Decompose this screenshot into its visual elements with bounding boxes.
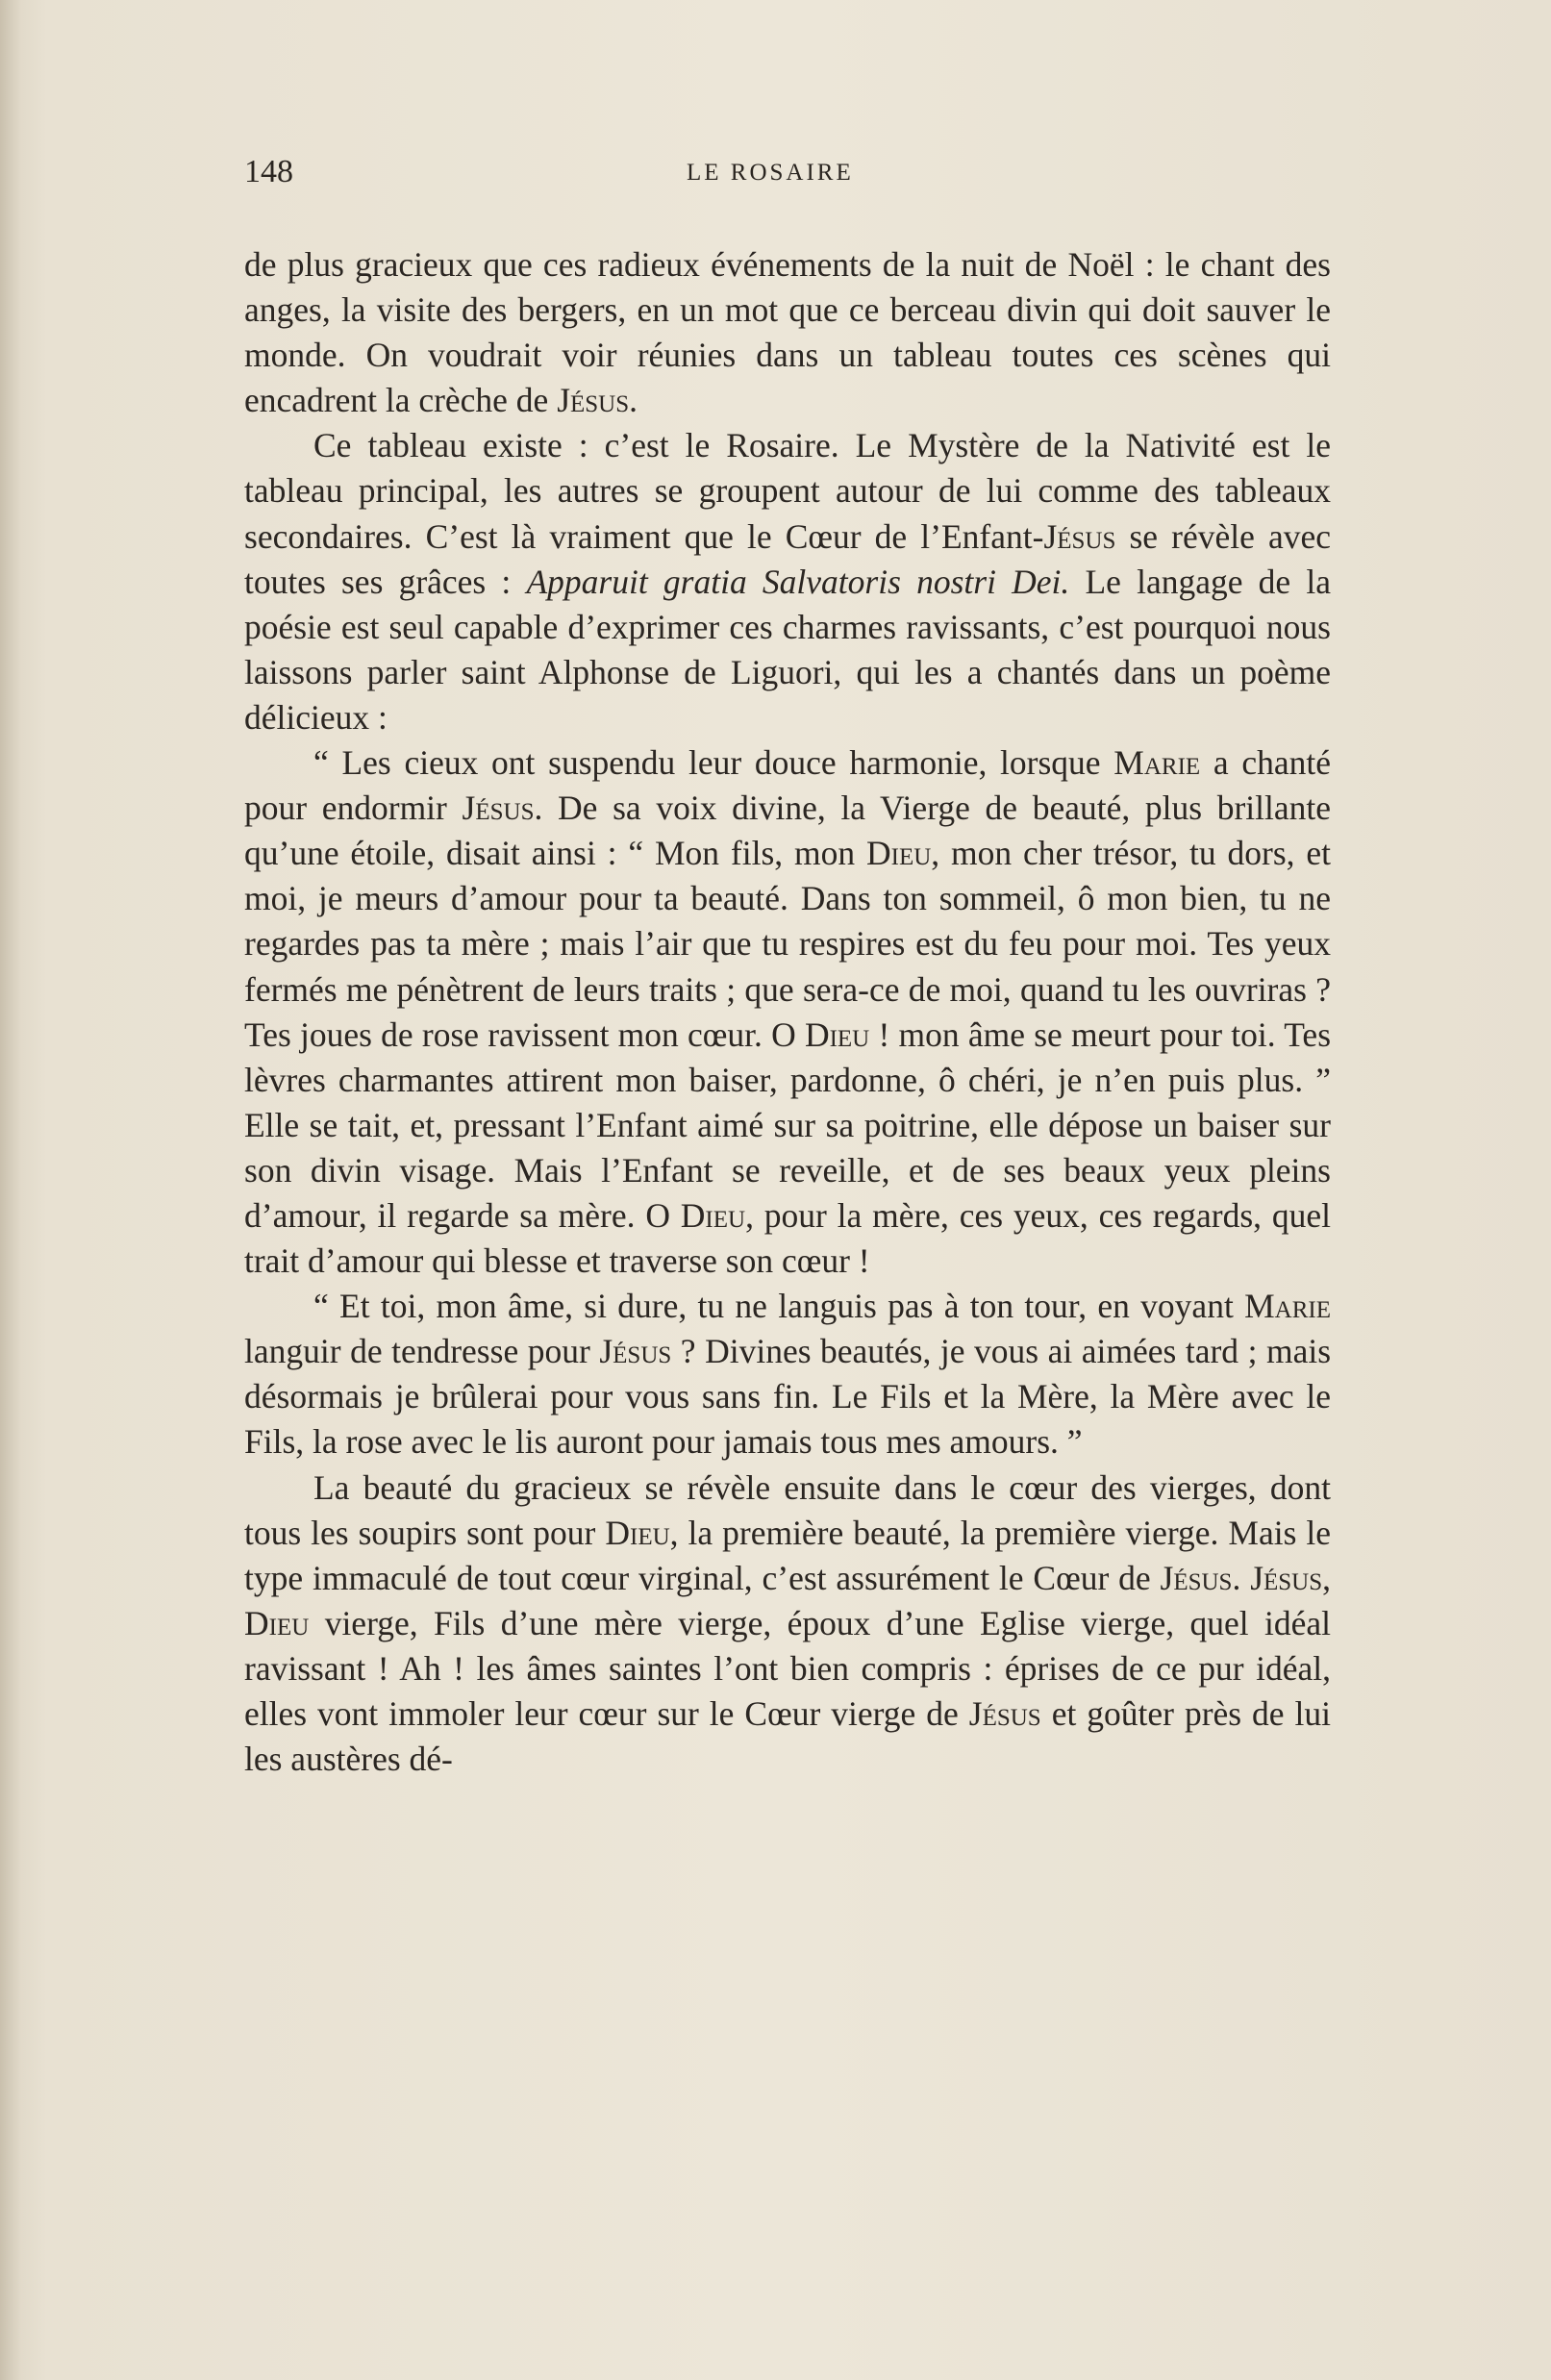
- small-caps-name: Dieu: [680, 1195, 746, 1235]
- text-run: ! mon âme se meurt pour toi. Tes lèvres charmantes attirent mon baiser, pardonne, ô chéri, je n’en puis plus. ” Elle se tait, et, pressant l’Enfant aimé sur sa poitrine, elle dépose un baiser sur son divin visage. Mais l’Enfant se reveille, et de ses beaux yeux pleins d’amour, il regarde sa mère. O: [244, 1015, 1332, 1235]
- text-run: La beauté du gracieux se révèle ensuite dans le cœur des vierges, dont tous les soupirs sont pour: [244, 1467, 1331, 1552]
- page-number: 148: [244, 154, 293, 189]
- text-run: et goûter près de lui les austères dé-: [244, 1694, 1332, 1779]
- text-run: de plus gracieux que ces radieux événements de la nuit de Noël : le chant des anges, la visite des bergers, en un mot que ce berceau divin qui doit sauver le monde. On voudrait voir réunies dans un tableau toutes ces scènes qui encadrent la crèche de: [244, 245, 1331, 420]
- paragraph-3: [244, 740, 1331, 1284]
- text-run: .: [629, 381, 638, 420]
- small-caps-name: Dieu: [865, 834, 932, 873]
- text-run: ? Divines beautés, je vous ai aimées tard ; mais désormais je brûlerai pour vous sans fin. Le Fils et la Mère, la Mère avec le Fils, la rose avec le lis auront pour jamais tous mes amours. ”: [244, 1332, 1332, 1462]
- small-caps-name: Jésus: [599, 1332, 672, 1371]
- text-run: vierge, Fils d’une mère vierge, époux d’une Eglise vierge, quel idéal ravissant ! Ah ! les âmes saintes l’ont bien compris : éprises de ce pur idéal, elles vont immoler leur cœur sur le Cœur vierge de: [244, 1603, 1331, 1733]
- latin-quote: Apparuit gratia Salvatoris nostri Dei.: [526, 562, 1070, 601]
- small-caps-name: Jésus: [968, 1694, 1041, 1733]
- paragraph-4: [244, 1284, 1331, 1465]
- text-run: . De sa voix divine, la Vierge de beauté, plus brillante qu’une étoile, disait ainsi : “ Mon fils, mon: [244, 789, 1331, 873]
- running-title: LE ROSAIRE: [687, 160, 854, 186]
- text-run: , mon cher trésor, tu dors, et moi, je meurs d’amour pour ta beauté. Dans ton sommeil, ô mon bien, tu ne regardes pas ta mère ; mais l’air que tu respires est du feu pour moi. Tes yeux fermés me pénètrent de leurs traits ; que sera-ce de moi, quand tu les ouvriras ? Tes joues de rose ravissent mon cœur. O: [244, 834, 1331, 1054]
- text-run: , pour la mère, ces yeux, ces regards, quel trait d’amour qui blesse et traverse son cœur !: [244, 1195, 1331, 1281]
- small-caps-name: Jésus: [1160, 1558, 1233, 1597]
- small-caps-name: Jésus: [557, 381, 630, 420]
- small-caps-name: Jésus: [1043, 516, 1116, 556]
- small-caps-name: Marie: [1113, 743, 1201, 783]
- text-run: .: [1232, 1558, 1251, 1597]
- paragraph-1: [244, 242, 1331, 423]
- text-run: ,: [1322, 1558, 1332, 1597]
- text-run: Ce tableau existe : c’est le Rosaire. Le Mystère de la Nativité est le tableau principal, les autres se groupent autour de lui comme des tableaux secondaires. C’est là vraiment que le Cœur de l’Enfant-: [244, 426, 1331, 556]
- small-caps-name: Jésus: [1250, 1558, 1323, 1597]
- small-caps-name: Dieu: [605, 1513, 670, 1552]
- text-run: languir de tendresse pour: [244, 1332, 600, 1371]
- text-run: “ Les cieux ont suspendu leur douce harmonie, lorsque: [313, 743, 1114, 783]
- small-caps-name: Marie: [1244, 1287, 1331, 1326]
- text-run: , la première beauté, la première vierge. Mais le type immaculé de tout cœur virginal, c’est assurément le Cœur de: [244, 1513, 1331, 1597]
- paragraph-2: [244, 423, 1331, 740]
- text-run: a chanté pour endormir: [244, 743, 1332, 828]
- text-run: “ Et toi, mon âme, si dure, tu ne languis pas à ton tour, en voyant: [313, 1287, 1245, 1326]
- page-edge-shadow: [0, 0, 21, 2380]
- paragraph-5: [244, 1466, 1331, 1783]
- page-header: [244, 154, 1331, 202]
- text-run: se révèle avec toutes ses grâces :: [244, 516, 1331, 601]
- small-caps-name: Dieu: [804, 1015, 870, 1054]
- small-caps-name: Jésus: [462, 789, 535, 828]
- text-run: Le langage de la poésie est seul capable d’exprimer ces charmes ravissants, c’est pourquoi nous laissons parler saint Alphonse de Liguori, qui les a chantés dans un poème délicieux :: [244, 562, 1331, 737]
- body-text: [244, 242, 1331, 1782]
- small-caps-name: Dieu: [244, 1603, 310, 1642]
